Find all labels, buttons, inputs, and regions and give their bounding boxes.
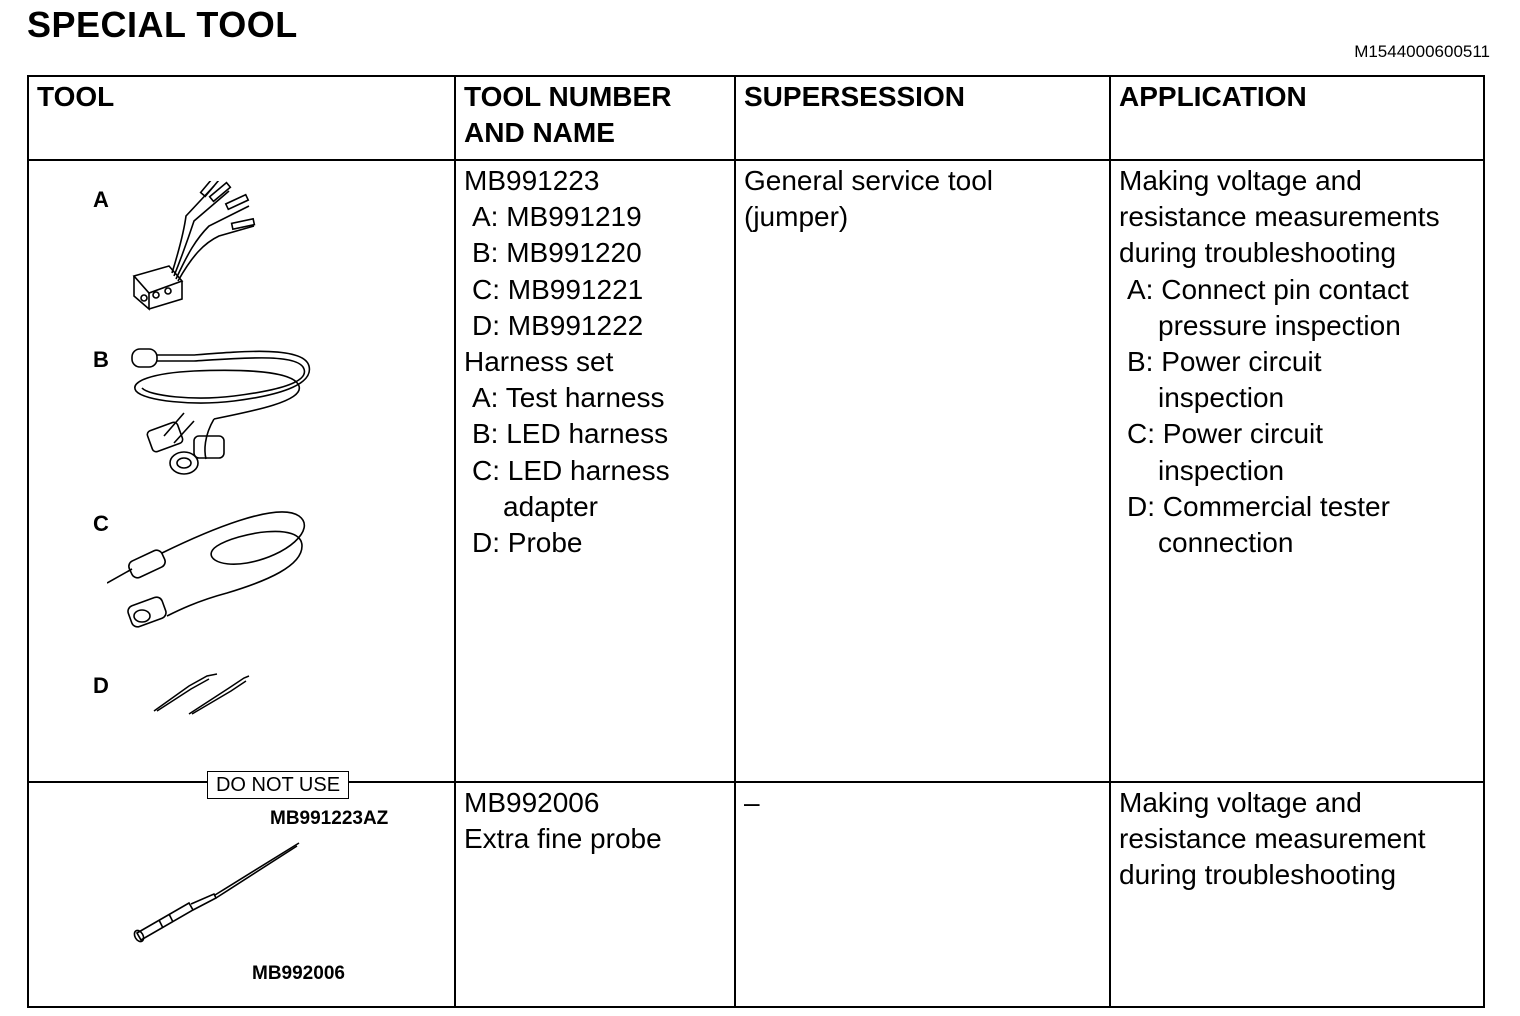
tool-number-cell — [455, 160, 735, 782]
header-row — [28, 76, 1484, 160]
extra-fine-probe-illustration — [129, 838, 309, 948]
application-c: C: Power circuit — [1127, 418, 1324, 450]
application-d: D: Commercial tester — [1127, 490, 1390, 522]
application-a: A: Connect pin contact — [1127, 273, 1409, 305]
header-tool-number-line1: TOOL NUMBER — [464, 81, 672, 112]
special-tool-table — [27, 75, 1485, 1008]
tool-name-c: C: LED harness — [472, 454, 670, 486]
figure-caption: MB991223AZ — [270, 808, 389, 829]
table-row — [28, 160, 1484, 782]
tool-number: MB991223 — [464, 165, 600, 196]
supersession-cell — [735, 782, 1110, 1007]
tool-number-cell — [455, 782, 735, 1007]
header-supersession: SUPERSESSION — [735, 76, 1110, 160]
application-b-cont: inspection — [1158, 382, 1285, 414]
application-line: Making voltage and — [1119, 165, 1362, 196]
application-d-cont: connection — [1158, 527, 1294, 559]
tool-name: Harness set — [464, 346, 614, 378]
tool-name: Extra fine probe — [464, 823, 662, 855]
figure-caption: MB992006 — [252, 963, 345, 984]
probe-illustration — [149, 666, 259, 716]
tool-number-a: A: MB991219 — [472, 201, 642, 233]
tool-name-b: B: LED harness — [472, 418, 669, 450]
tool-figure-cell — [28, 782, 455, 1007]
tool-name-c-cont: adapter — [503, 490, 598, 522]
figure-label-b: B — [93, 347, 109, 372]
do-not-use-warning: DO NOT USE — [207, 771, 349, 799]
header-application: APPLICATION — [1110, 76, 1484, 160]
header-tool: TOOL — [28, 76, 455, 160]
led-harness-illustration — [124, 341, 324, 476]
supersession-line: – — [744, 787, 760, 818]
application-line: Making voltage and — [1119, 787, 1362, 818]
figure-label-d: D — [93, 673, 109, 698]
supersession-cell — [735, 160, 1110, 782]
supersession-line: (jumper) — [744, 201, 849, 233]
tool-number-c: C: MB991221 — [472, 273, 644, 305]
application-line: resistance measurements — [1119, 201, 1440, 233]
supersession-line: General service tool — [744, 165, 994, 196]
test-harness-illustration — [114, 181, 264, 311]
application-b: B: Power circuit — [1127, 346, 1322, 378]
tool-name-a: A: Test harness — [472, 382, 665, 414]
figure-label-a: A — [93, 187, 109, 212]
application-c-cont: inspection — [1158, 454, 1285, 486]
led-harness-adapter-illustration — [107, 501, 317, 631]
application-cell — [1110, 160, 1484, 782]
table-row — [28, 782, 1484, 1007]
document-id: M1544000600511 — [1354, 42, 1490, 61]
figure-label-c: C — [93, 511, 109, 536]
header-tool-number — [455, 76, 735, 160]
tool-figure-cell — [28, 160, 455, 829]
application-line: resistance measurement — [1119, 823, 1426, 855]
application-line: during troubleshooting — [1119, 237, 1397, 269]
tool-number-b: B: MB991220 — [472, 237, 642, 269]
tool-number: MB992006 — [464, 787, 600, 818]
application-a-cont: pressure inspection — [1158, 309, 1401, 341]
tool-number-d: D: MB991222 — [472, 309, 644, 341]
page-title: SPECIAL TOOL — [27, 4, 298, 45]
header-tool-number-line2: AND NAME — [464, 117, 615, 148]
application-line: during troubleshooting — [1119, 859, 1397, 891]
application-cell — [1110, 782, 1484, 1007]
tool-name-d: D: Probe — [472, 527, 583, 559]
